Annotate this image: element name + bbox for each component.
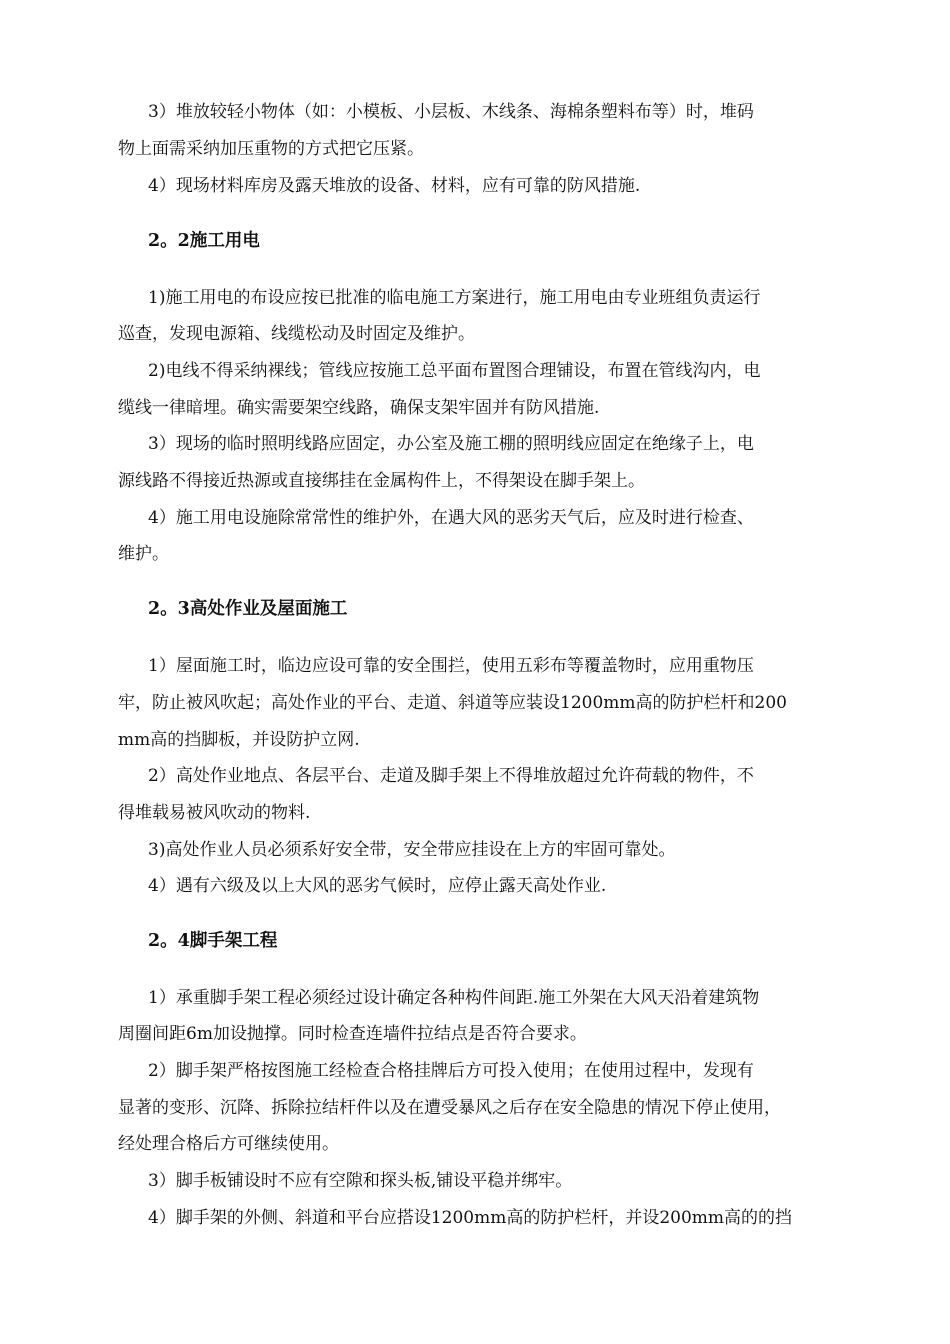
paragraph-line: 4）脚手架的外侧、斜道和平台应搭设1200mm高的防护栏杆，并设200mm高的的挡 <box>148 1208 793 1228</box>
paragraph-line: 得堆载易被风吹动的物料. <box>118 803 311 823</box>
paragraph-line: 2）脚手架严格按图施工经检查合格挂牌后方可投入使用；在使用过程中，发现有 <box>148 1061 754 1081</box>
paragraph-line: 3）堆放较轻小物体（如：小模板、小层板、木线条、海棉条塑料布等）时，堆码 <box>148 102 754 122</box>
paragraph-line: 显著的变形、沉降、拆除拉结杆件以及在遭受暴风之后存在安全隐患的情况下停止使用， <box>118 1098 781 1118</box>
paragraph-line: 经处理合格后方可继续使用。 <box>118 1134 339 1154</box>
paragraph-line: 3）脚手板铺设时不应有空隙和探头板,铺设平稳并绑牢。 <box>148 1171 573 1191</box>
paragraph-line: 4）遇有六级及以上大风的恶劣气候时，应停止露天高处作业. <box>148 876 607 896</box>
paragraph-line: 3)高处作业人员必须系好安全带，安全带应挂设在上方的牢固可靠处。 <box>148 840 676 860</box>
paragraph-line: 2)电线不得采纳裸线；管线应按施工总平面布置图合理铺设，布置在管线沟内，电 <box>148 361 761 381</box>
paragraph-line: 缆线一律暗埋。确实需要架空线路，确保支架牢固并有防风措施. <box>118 398 600 418</box>
paragraph-line: 牢，防止被风吹起；高处作业的平台、走道、斜道等应装设1200mm高的防护栏杆和200 <box>118 693 787 713</box>
paragraph-line: 1）屋面施工时，临边应设可靠的安全围拦，使用五彩布等覆盖物时，应用重物压 <box>148 656 754 676</box>
paragraph-line: 周圈间距6m加设抛撑。同时检查连墙件拉结点是否符合要求。 <box>118 1024 587 1044</box>
paragraph-line: 3）现场的临时照明线路应固定，办公室及施工棚的照明线应固定在绝缘子上，电 <box>148 434 754 454</box>
paragraph-line: 1）承重脚手架工程必须经过设计确定各种构件间距.施工外架在大风天沿着建筑物 <box>148 988 760 1008</box>
section-heading: 2。4脚手架工程 <box>148 931 278 951</box>
paragraph-line: 4）现场材料库房及露天堆放的设备、材料，应有可靠的防风措施. <box>148 176 641 196</box>
paragraph-line: mm高的挡脚板，并设防护立网. <box>118 730 360 750</box>
paragraph-line: 4）施工用电设施除常常性的维护外，在遇大风的恶劣天气后，应及时进行检查、 <box>148 508 754 528</box>
section-heading: 2。3高处作业及屋面施工 <box>148 599 348 619</box>
section-heading: 2。2施工用电 <box>148 231 260 251</box>
paragraph-line: 维护。 <box>118 544 169 564</box>
paragraph-line: 巡查，发现电源箱、线缆松动及时固定及维护。 <box>118 324 475 344</box>
paragraph-line: 源线路不得接近热源或直接绑挂在金属构件上，不得架设在脚手架上。 <box>118 471 645 491</box>
paragraph-line: 2）高处作业地点、各层平台、走道及脚手架上不得堆放超过允许荷载的物件，不 <box>148 766 754 786</box>
paragraph-line: 物上面需采纳加压重物的方式把它压紧。 <box>118 139 424 159</box>
paragraph-line: 1)施工用电的布设应按已批准的临电施工方案进行，施工用电由专业班组负责运行 <box>148 288 761 308</box>
